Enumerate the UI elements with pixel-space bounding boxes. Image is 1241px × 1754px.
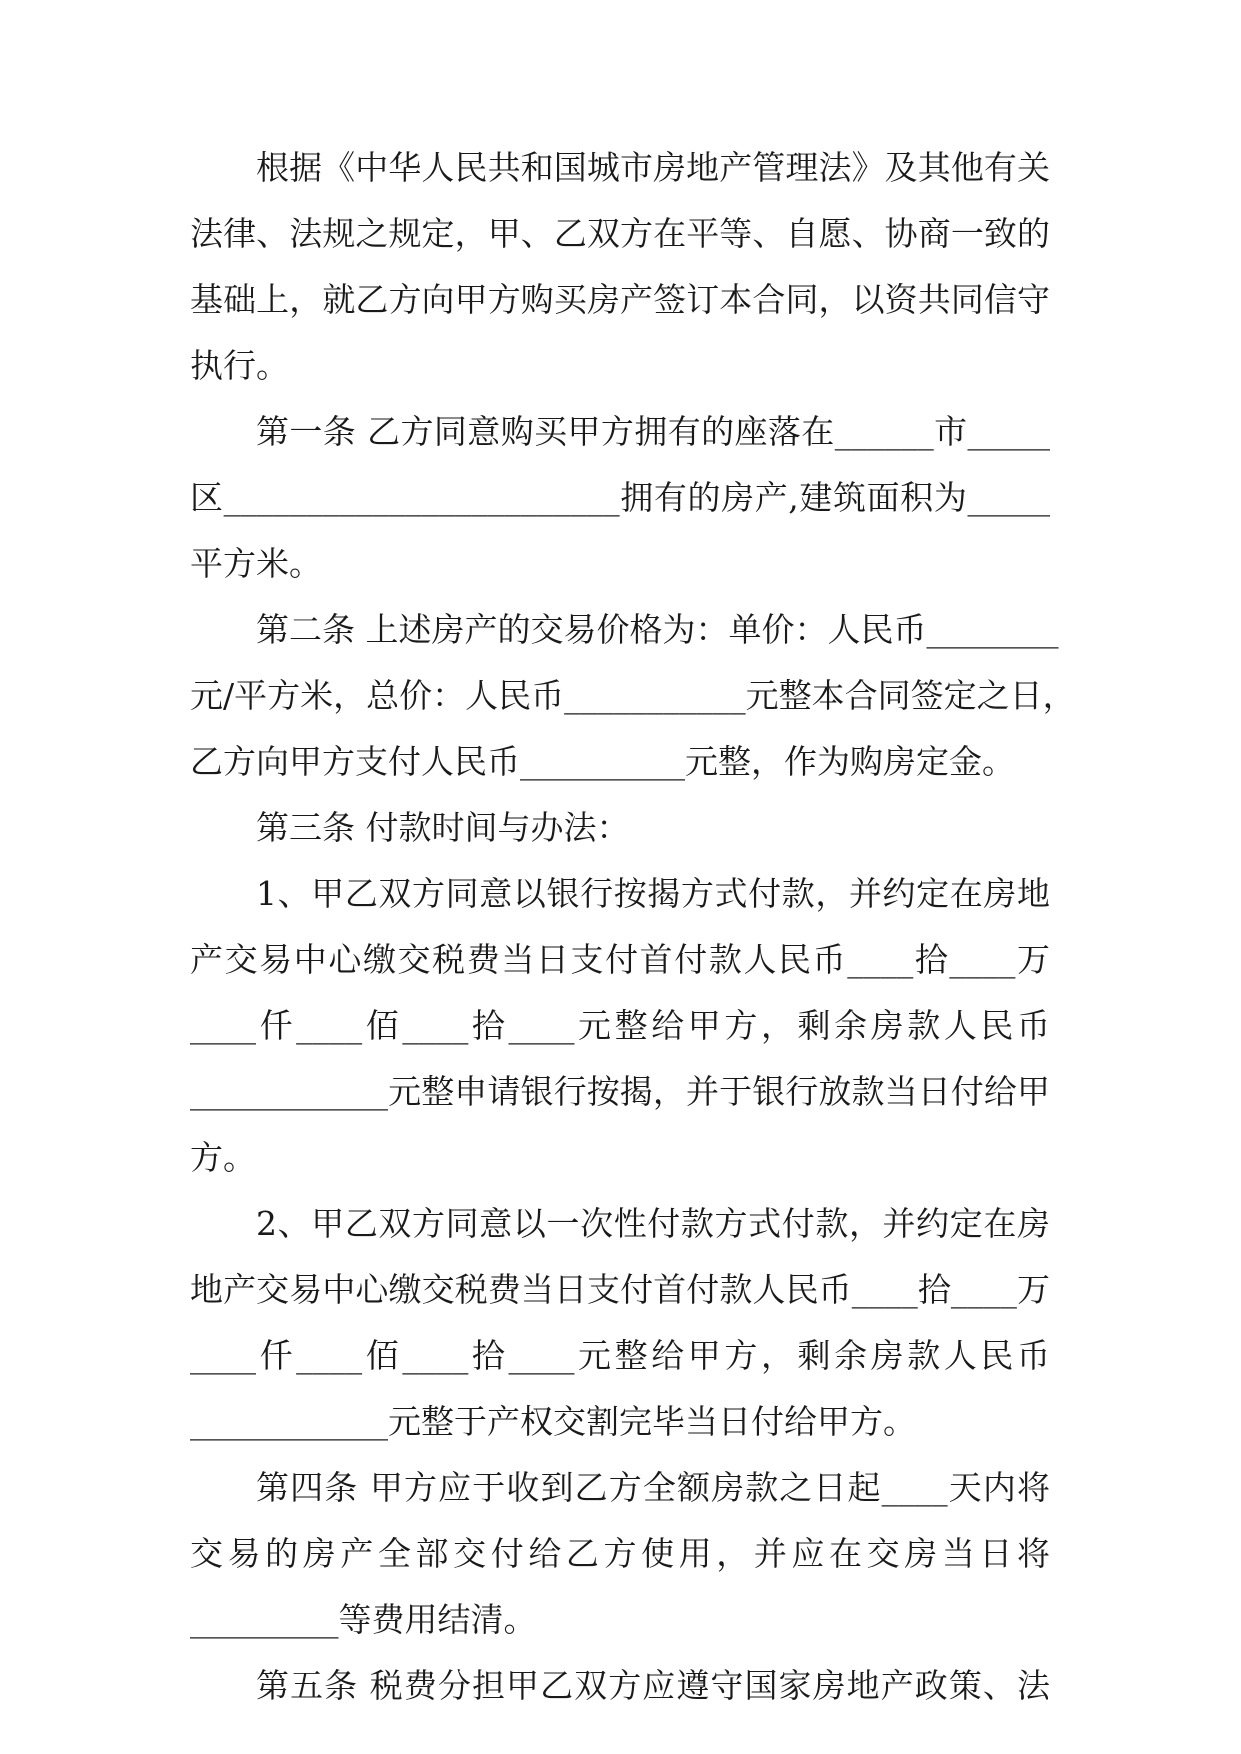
clause-2-line-4: ____________元整于产权交割完毕当日付给甲方。 (190, 1402, 916, 1441)
article-5-line-1: 第五条 税费分担甲乙双方应遵守国家房地产政策、法 (256, 1666, 1050, 1705)
article-1-line-3: 平方米。 (190, 544, 322, 583)
clause-1-line-1: 1、甲乙双方同意以银行按揭方式付款，并约定在房地 (256, 874, 1050, 913)
clause-1-line-5: 方。 (190, 1138, 256, 1177)
clause-2-line-2: 地产交易中心缴交税费当日支付首付款人民币____拾____万 (190, 1270, 1050, 1309)
clause-1-line-2: 产交易中心缴交税费当日支付首付款人民币____拾____万 (190, 940, 1050, 979)
article-2-line-3: 乙方向甲方支付人民币__________元整，作为购房定金。 (190, 742, 1015, 781)
preamble-line-1: 根据《中华人民共和国城市房地产管理法》及其他有关 (256, 148, 1050, 187)
clause-1-line-4: ____________元整申请银行按揭，并于银行放款当日付给甲 (190, 1072, 1050, 1111)
article-3-heading: 第三条 付款时间与办法： (256, 808, 630, 847)
clause-2-line-1: 2、甲乙双方同意以一次性付款方式付款，并约定在房 (256, 1204, 1050, 1243)
article-4-line-2: 交易的房产全部交付给乙方使用，并应在交房当日将 (190, 1534, 1050, 1573)
clause-2-line-3: ____仟____佰____拾____元整给甲方，剩余房款人民币 (190, 1336, 1050, 1375)
clause-1-line-3: ____仟____佰____拾____元整给甲方，剩余房款人民币 (190, 1006, 1050, 1045)
preamble-line-3: 基础上，就乙方向甲方购买房产签订本合同，以资共同信守 (190, 280, 1050, 319)
article-1-line-1: 第一条 乙方同意购买甲方拥有的座落在______市_____ (256, 412, 1050, 451)
preamble-line-2: 法律、法规之规定，甲、乙双方在平等、自愿、协商一致的 (190, 214, 1050, 253)
article-4-line-1: 第四条 甲方应于收到乙方全额房款之日起____天内将 (256, 1468, 1050, 1507)
article-4-line-3: _________等费用结清。 (190, 1600, 537, 1639)
article-2-line-2: 元/平方米，总价：人民币___________元整本合同签定之日， (190, 676, 1076, 715)
article-2-line-1: 第二条 上述房产的交易价格为：单价：人民币________ (256, 610, 1059, 649)
article-1-line-2: 区________________________拥有的房产,建筑面积为_____ (190, 478, 1050, 517)
preamble-line-4: 执行。 (190, 346, 289, 385)
